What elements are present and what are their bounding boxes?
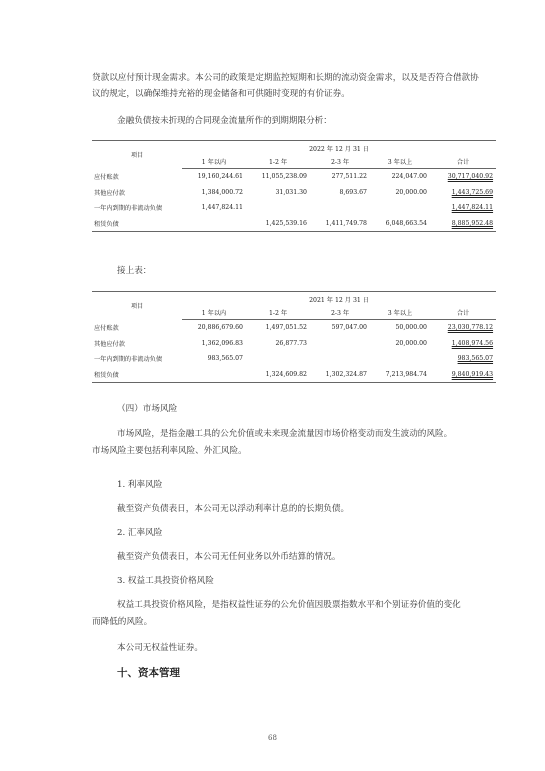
cell-total: 8,885,952.48 [451,219,494,227]
table-row [92,320,496,336]
cell-value: 1,497,051.52 [265,324,307,332]
liquidity-paragraph: 贷款以应付预计现金需求。本公司的政策是定期监控短期和长期的流动资金需求，以及是否符合借款协议的规定，以确保维持充裕的现金储备和可供随时变现的有价证券。 [92,73,479,99]
cell-value: 20,000.00 [395,188,427,196]
cell-value: 1,384,000.72 [201,188,243,196]
equity-price-risk-text-line2: 而降低的风险。 [92,617,153,627]
section-market-risk-title: （四）市场风险 [117,404,178,414]
cell-value: 20,000.00 [395,339,427,347]
table-row [92,336,496,352]
maturity-table-2021 [92,291,496,383]
no-equity-securities-text: 本公司无权益性证券。 [117,643,203,653]
cell-value: 20,886,679.60 [197,324,243,332]
row-label: 一年内到期的非流动负债 [94,205,163,213]
fx-risk-text: 截至资产负债表日，本公司无任何业务以外币结算的情况。 [117,552,341,562]
cell-value: 26,877.73 [275,339,307,347]
row-label: 租赁负债 [92,216,182,232]
cell-total: 1,447,824.11 [451,204,494,212]
cell-value: 7,213,984.74 [370,367,430,383]
page-number: 68 [268,734,277,742]
header-col: 3 年以上 [370,155,430,169]
header-item: 项目 [92,141,182,169]
cell-value: 31,031.30 [275,188,307,196]
cell-value: 1,411,749.78 [310,216,370,232]
cell-value: 8,693.67 [339,188,367,196]
header-col: 1-2 年 [246,155,310,169]
capital-management-heading: 十、资本管理 [117,667,180,679]
row-label: 其他应付款 [94,189,125,197]
header-col: 合计 [430,306,496,320]
cell-total: 30,717,040.92 [447,173,494,181]
cell-value: 50,000.00 [395,324,427,332]
cell-value: 277,511.22 [331,173,367,181]
cell-value: 1,302,324.87 [310,367,370,383]
table-row [92,200,496,216]
maturity-table-2022 [92,140,496,232]
cell-value [182,367,246,383]
market-risk-text-line2: 市场风险主要包括利率风险、外汇风险。 [92,446,247,456]
table-row [92,351,496,367]
header-date: 2021 年 12 月 31 日 [182,292,496,307]
cell-value [310,336,370,352]
cell-value [246,351,310,367]
cell-value: 1,362,096.83 [201,339,243,347]
equity-price-risk-title: 3. 权益工具投资价格风险 [117,576,214,586]
table-row [92,216,496,232]
cell-value: 1,425,539.16 [246,216,310,232]
header-col: 2-3 年 [310,155,370,169]
cell-value [310,351,370,367]
cell-value: 19,160,244.61 [197,173,243,181]
cell-value [246,200,310,216]
cell-value: 11,055,238.09 [261,173,307,181]
header-date: 2022 年 12 月 31 日 [182,141,496,156]
table-row [92,169,496,185]
cell-value [370,200,430,216]
header-col: 1 年以内 [182,306,246,320]
cell-value: 597,047.00 [331,324,367,332]
row-label: 应付账款 [94,325,119,332]
cell-value [182,216,246,232]
header-col: 1-2 年 [246,306,310,320]
header-col: 3 年以上 [370,306,430,320]
header-item: 项目 [92,292,182,320]
cell-value: 224,047.00 [391,173,427,181]
header-col: 1 年以内 [182,155,246,169]
cell-value [310,200,370,216]
cell-value: 1,447,824.11 [201,204,243,212]
continued-label: 接上表： [117,266,152,276]
row-label: 其他应付款 [94,340,125,348]
row-label: 应付账款 [94,174,119,181]
cell-total: 983,565.07 [457,355,494,363]
equity-price-risk-text-line1: 权益工具投资价格风险，是指权益性证券的公允价值因股票指数水平和个别证券价值的变化 [117,600,461,610]
cell-total: 23,030,778.12 [447,324,494,332]
maturity-intro: 金融负债按未折现的合同现金流量所作的到期期限分析： [117,116,332,126]
cell-total: 1,408,974.56 [451,339,494,347]
row-label: 租赁负债 [92,367,182,383]
cell-value: 1,324,609.82 [246,367,310,383]
cell-value [370,351,430,367]
table-row [92,367,496,383]
market-risk-text-line1: 市场风险，是指金融工具的公允价值或未来现金流量因市场价格变动而发生波动的风险。 [117,429,453,439]
cell-value: 6,048,663.54 [370,216,430,232]
interest-rate-risk-text: 截至资产负债表日，本公司无以浮动利率计息的的长期负债。 [117,504,350,514]
fx-risk-title: 2. 汇率风险 [117,528,163,538]
header-col: 合计 [430,155,496,169]
cell-total: 9,840,919.43 [451,370,494,378]
cell-total: 1,443,725.69 [451,188,494,196]
interest-rate-risk-title: 1. 利率风险 [117,480,163,490]
row-label: 一年内到期的非流动负债 [94,356,163,364]
cell-value: 983,565.07 [207,355,243,363]
table-row [92,185,496,201]
header-col: 2-3 年 [310,306,370,320]
